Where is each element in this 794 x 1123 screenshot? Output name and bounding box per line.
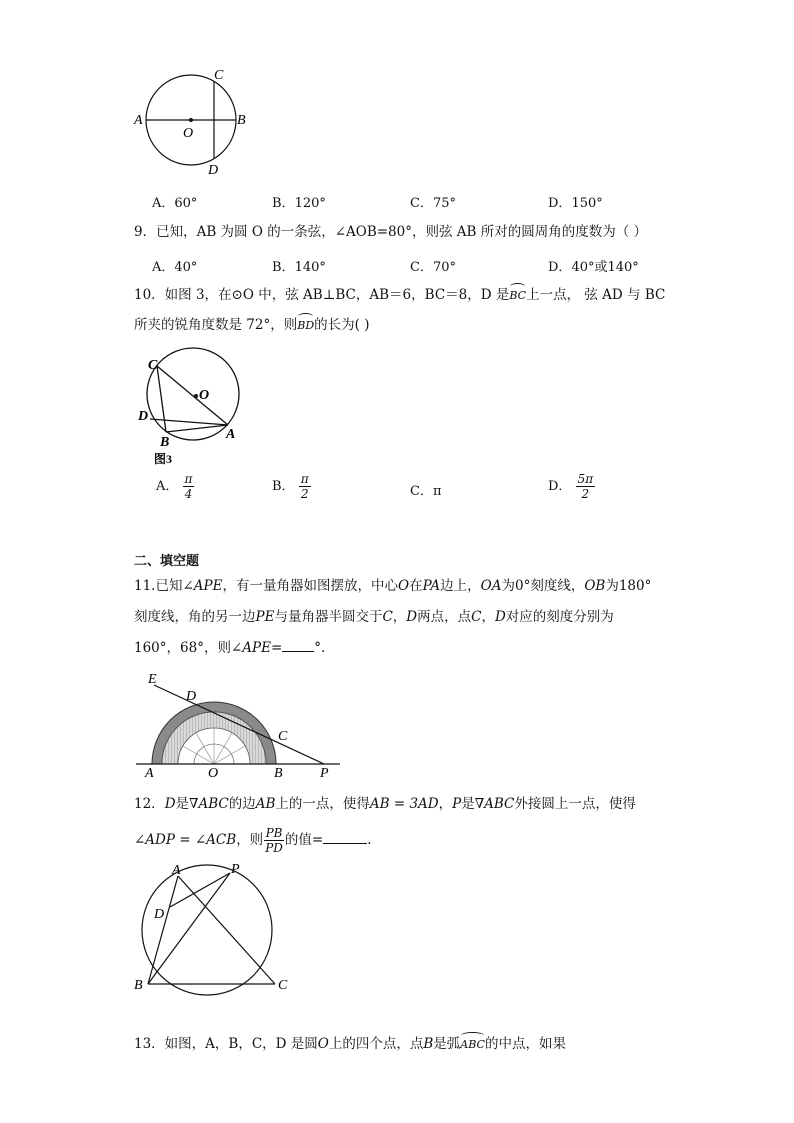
q10-option-b: B． $\frac{\pi}{2}$	[272, 472, 309, 501]
q10-label-d: D	[138, 409, 149, 424]
q9-option-c: C．70°	[410, 260, 456, 275]
q12-label-a: A	[172, 863, 181, 878]
q8-option-b: B．120°	[272, 196, 326, 211]
q10-arc-bd: BD	[297, 316, 314, 336]
q10-arc-bc: BC	[509, 286, 526, 306]
q8-label-o: O	[183, 126, 194, 141]
q12-label-b: B	[134, 978, 143, 993]
q8-option-a: A．60°	[152, 196, 198, 211]
q10-label-a: A	[226, 427, 236, 442]
q10-figure-caption: 图3	[154, 452, 173, 466]
q10-label-c: C	[148, 358, 158, 373]
q9-option-a: A．40°	[152, 260, 198, 275]
q12-label-p: P	[231, 862, 240, 877]
q8-option-c: C．75°	[410, 196, 456, 211]
q10-chord-da	[150, 419, 228, 425]
q8-label-b: B	[237, 113, 246, 128]
section-heading-fill-blank: 二、填空题	[134, 554, 200, 569]
q9-question: 9．已知，AB 为圆 O 的一条弦，∠AOB=80°，则弦 AB 所对的圆周角的度数为（ ）	[134, 224, 648, 240]
q10-label-o: O	[199, 388, 210, 403]
q11-answer-blank[interactable]	[282, 639, 314, 652]
q12-label-c: C	[278, 978, 288, 993]
q10-question-line1: 10．如图 3，在⊙O 中，弦 AB⊥BC，AB＝6，BC＝8，D 是BC上一点， 弦 AD 与 BC	[134, 285, 665, 306]
q11-label-b: B	[274, 766, 283, 781]
q11-label-e: E	[148, 672, 157, 687]
q9-option-d: D．40°或140°	[548, 260, 639, 275]
q11-label-d: D	[186, 689, 197, 704]
q8-figure	[130, 64, 260, 180]
q11-label-c: C	[278, 729, 288, 744]
q12-figure	[130, 862, 298, 996]
q10-label-b: B	[160, 435, 170, 450]
q10-chord-cb	[157, 366, 166, 432]
q10-figure	[134, 345, 254, 467]
q12-line-dp	[170, 873, 230, 907]
q12-line-bp	[148, 873, 230, 984]
q12-side-ab	[148, 876, 178, 984]
q11-protractor-figure	[132, 666, 344, 782]
q8-label-d: D	[208, 163, 219, 178]
q11-question-line3: 160°，68°，则∠APE= °.	[134, 640, 326, 656]
q13-arc-abc: ABC	[460, 1035, 485, 1055]
q12-question-line2: ∠ADP = ∠ACB，则 $\frac{PB}{PD}$ 的值= .	[134, 826, 372, 855]
q8-option-d: D．150°	[548, 196, 603, 211]
q11-question-line1: 11.已知∠APE，有一量角器如图摆放，中心O在PA边上，OA为0°刻度线，OB为180°	[134, 578, 652, 594]
q10-center-dot	[194, 394, 198, 398]
q10-chord-ca	[157, 366, 228, 425]
q8-label-a: A	[134, 113, 143, 128]
q13-question-line1: 13．如图，A，B，C，D 是圆O上的四个点，点B是弧ABC的中点，如果	[134, 1034, 566, 1055]
q10-option-c: C．π	[410, 484, 442, 499]
q10-option-d: D． $\frac{5\pi}{2}$	[548, 472, 594, 501]
q10-option-a: A． $\frac{\pi}{4}$	[156, 472, 193, 501]
q9-option-b: B．140°	[272, 260, 326, 275]
q12-circle	[142, 865, 272, 995]
q11-question-line2: 刻度线，角的另一边PE与量角器半圆交于C，D两点，点C，D对应的刻度分别为	[134, 609, 614, 625]
q11-label-p: P	[320, 766, 329, 781]
q10-chord-ba	[166, 425, 228, 432]
q12-answer-blank[interactable]	[323, 831, 367, 844]
q8-label-c: C	[214, 68, 224, 83]
q12-label-d: D	[154, 907, 165, 922]
q11-label-a: A	[145, 766, 154, 781]
q10-question-line2: 所夹的锐角度数是 72°，则BD的长为( )	[134, 315, 369, 336]
q11-label-o: O	[208, 766, 219, 781]
q12-question-line1: 12．D是∇ABC的边AB上的一点，使得AB = 3AD，P是∇ABC外接圆上一点，使得	[134, 796, 636, 812]
q12-fraction: $\frac{PB}{PD}$	[265, 826, 283, 855]
q8-center-dot	[189, 118, 193, 122]
